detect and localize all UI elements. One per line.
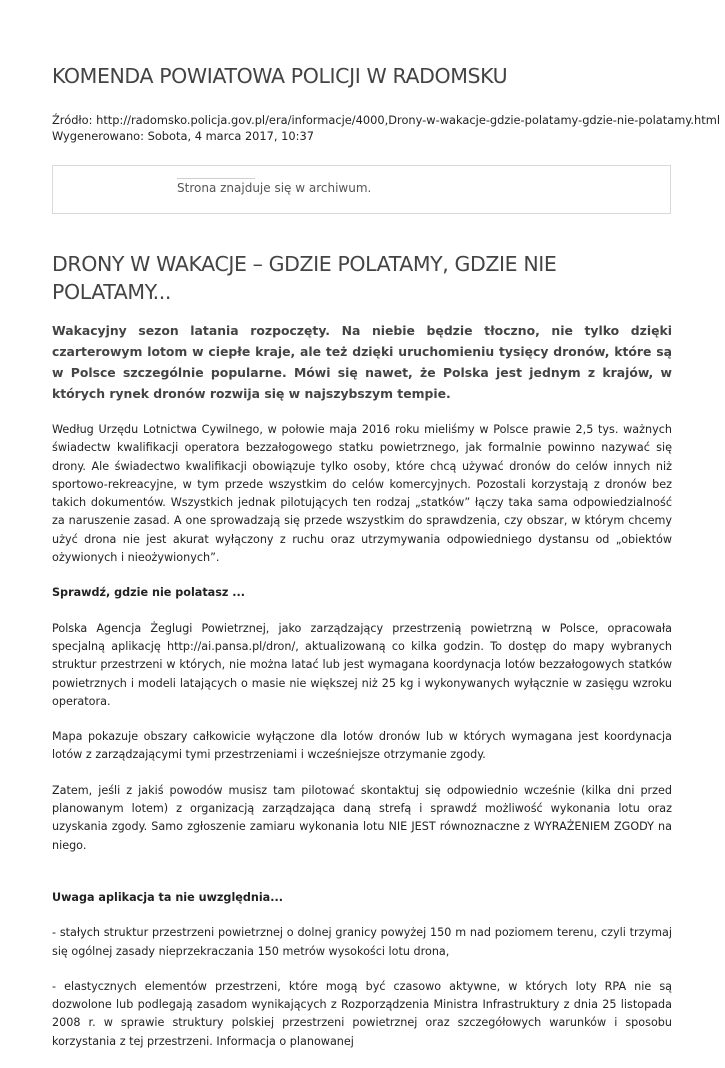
archive-notice-divider bbox=[177, 178, 255, 179]
generated-date: Wygenerowano: Sobota, 4 marca 2017, 10:37 bbox=[52, 128, 314, 143]
article-lead: Wakacyjny sezon latania rozpoczęty. Na niebie będzie tłoczno, nie tylko dzięki czarterowym lotom w ciepłe kraje, ale też dzięki uruchomieniu tysięcy dronów, które są w Polsce szczególnie popularne. Mówi się nawet, że Polska jest jednym z krajów, w których rynek dronów rozwija się w najszybszym tempie. bbox=[52, 323, 672, 401]
archive-notice-box bbox=[52, 165, 671, 214]
site-title: KOMENDA POWIATOWA POLICJI W RADOMSKU bbox=[52, 64, 508, 88]
spacer bbox=[52, 872, 672, 889]
article-list-item: - stałych struktur przestrzeni powietrznej o dolnej granicy powyżej 150 m nad poziomem terenu, czyli trzymaj się ogólnej zasady nieprzekraczania 150 metrów wysokości lotu drona, bbox=[52, 926, 672, 958]
article-paragraph: Według Urzędu Lotnictwa Cywilnego, w połowie maja 2016 roku mieliśmy w Polsce prawie 2,5 tys. ważnych świadectw kwalifikacji operatora bezzałogowego statku powietrznego, jak formalnie powinno nazywać się drony. Ale świadectwo kwalifikacji obowiązuje tylko osoby, które chcą używać dronów do celów innych niż sportowo-rekreacyjne, w tym przede wszystkim do celów komercyjnych. Pozostali korzystają z dronów bez takich dokumentów. Wszystkich jednak pilotujących ten rodzaj „statków” łączy taka sama odpowiedzialność za naruszenie zasad. A one sprowadzają się przede wszystkim do sprawdzenia, czy obszar, w którym chcemy użyć drona nie jest akurat wyłączony z ruchu oraz utrzymywania odpowiedniego dystansu od „obiektów ożywionych i nieożywionych”. bbox=[52, 423, 672, 565]
article-title: DRONY W WAKACJE – GDZIE POLATAMY, GDZIE NIE POLATAMY... bbox=[52, 252, 557, 304]
source-url: Źródło: http://radomsko.policja.gov.pl/era/informacje/4000,Drony-w-wakacje-gdzie-polatamy-gdzie-nie-polatamy.html bbox=[52, 113, 720, 127]
article-paragraph: Zatem, jeśli z jakiś powodów musisz tam pilotować skontaktuj się odpowiednio wcześnie (kilka dni przed planowanym lotem) z organizacją zarządzająca daną strefą i sprawdź możliwość wykonania lotu oraz uzyskania zgody. Samo zgłoszenie zamiaru wykonania lotu NIE JEST równoznaczne z WYRAŻENIEM ZGODY na niego. bbox=[52, 783, 672, 852]
article-subheading: Sprawdź, gdzie nie polatasz ... bbox=[52, 586, 246, 600]
article-subheading: Uwaga aplikacja ta nie uwzględnia... bbox=[52, 890, 283, 904]
article-paragraph: Polska Agencja Żeglugi Powietrznej, jako zarządzający przestrzenią powietrzną w Polsce, opracowała specjalną aplikację http://ai.pansa.pl/dron/, aktualizowaną co kilka godzin. To dostęp do mapy wybranych struktur przestrzeni w których, nie można latać lub jest wymagana koordynacja lotów bezzałogowych statków powietrznych i modeli latających o masie nie większej niż 25 kg i wykonywanych wyłącznie w zasięgu wzroku operatora. bbox=[52, 621, 672, 708]
document-meta bbox=[52, 113, 720, 144]
article-paragraph: Mapa pokazuje obszary całkowicie wyłączone dla lotów dronów lub w których wymagana jest koordynacja lotów z zarządzającymi tymi przestrzeniami i wcześniejsze otrzymanie zgody. bbox=[52, 730, 672, 762]
article-list-item: - elastycznych elementów przestrzeni, które mogą być czasowo aktywne, w których loty RPA nie są dozwolone lub podlegają zasadom wynikających z Rozporządzenia Ministra Infrastruktury z dnia 25 listopada 2008 r. w sprawie struktury polskiej przestrzeni powietrznej oraz szczegółowych warunków i sposobu korzystania z tej przestrzeni. Informacja o planowanej bbox=[52, 979, 672, 1048]
article-body bbox=[52, 320, 672, 1068]
archive-notice-text: Strona znajduje się w archiwum. bbox=[177, 181, 372, 195]
